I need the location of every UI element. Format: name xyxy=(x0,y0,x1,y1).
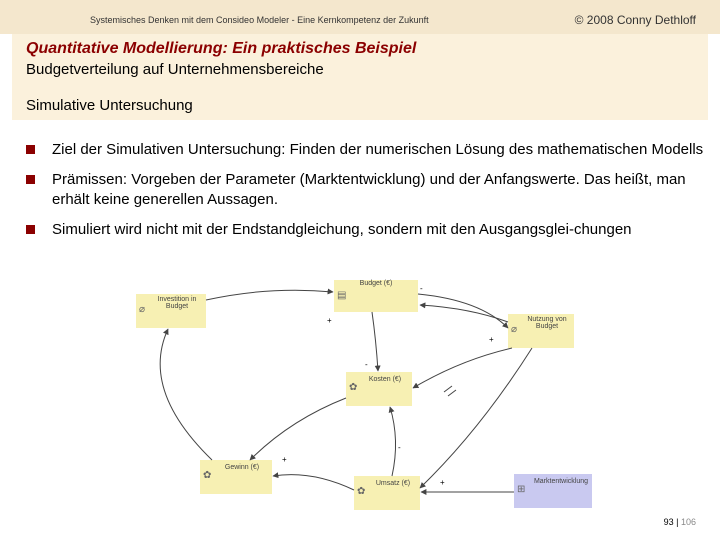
arrow-nutzung-umsatz xyxy=(420,348,532,488)
node-investition xyxy=(136,294,206,328)
variable-icon: ✿ xyxy=(349,382,358,393)
arrow-budget-kosten xyxy=(372,312,378,371)
arrow-investition-budget xyxy=(206,290,333,300)
section-heading: Simulative Untersuchung xyxy=(26,97,193,114)
node-label: Umsatz (€) xyxy=(375,480,411,487)
sign-minus: - xyxy=(398,443,401,452)
copyright: © 2008 Conny Dethloff xyxy=(574,13,696,27)
flow-icon: ⌀ xyxy=(511,324,518,335)
sign-plus: + xyxy=(440,478,445,487)
bullet-text: Prämissen: Vorgeben der Parameter (Marktentwicklung) und der Anfangswerte. Das heißt, man erhält keine generellen Aussagen. xyxy=(52,171,686,208)
variable-icon: ✿ xyxy=(203,470,212,481)
sign-plus: + xyxy=(282,455,287,464)
delay-mark xyxy=(444,386,452,392)
delay-mark xyxy=(448,390,456,396)
node-label: Gewinn (€) xyxy=(224,464,260,471)
variable-icon: ✿ xyxy=(357,486,366,497)
parameter-icon: ⊞ xyxy=(517,484,526,495)
flow-icon: ⌀ xyxy=(139,304,146,315)
running-title: Systemisches Denken mit dem Consideo Modeler - Eine Kernkompetenz der Zukunft xyxy=(90,15,429,25)
node-budget xyxy=(334,280,418,312)
arrow-budget-nutzung xyxy=(418,294,508,328)
arrow-nutzung-budget xyxy=(420,305,508,322)
slide-title: Quantitative Modellierung: Ein praktisches Beispiel xyxy=(26,40,417,57)
node-markt xyxy=(514,474,592,508)
node-label: Kosten (€) xyxy=(368,376,402,383)
page-total: 106 xyxy=(680,517,696,527)
stock-icon: ▤ xyxy=(337,290,347,301)
sign-minus: - xyxy=(420,284,423,293)
sign-plus: + xyxy=(327,316,332,325)
bullet-text: Ziel der Simulativen Untersuchung: Finden der numerischen Lösung des mathematischen Modells xyxy=(52,141,704,158)
bullet-text: Simuliert wird nicht mit der Endstandgleichung, sondern mit den Ausgangsglei-chungen xyxy=(52,221,632,238)
page-number xyxy=(664,517,696,527)
arrow-umsatz-gewinn xyxy=(273,475,354,490)
slide-subtitle: Budgetverteilung auf Unternehmensbereiche xyxy=(26,61,324,78)
node-label: Investition in Budget xyxy=(157,296,197,310)
node-nutzung xyxy=(508,314,574,348)
node-umsatz xyxy=(354,476,420,510)
node-gewinn xyxy=(200,460,272,494)
arrow-gewinn-investition xyxy=(160,329,212,460)
arrow-nutzung-kosten xyxy=(413,348,512,388)
sign-plus: + xyxy=(489,335,494,344)
arrow-umsatz-kosten xyxy=(390,407,396,476)
node-kosten xyxy=(346,372,412,406)
arrow-kosten-gewinn xyxy=(250,398,346,460)
sign-minus: - xyxy=(365,360,368,369)
node-label: Nutzung von Budget xyxy=(527,316,567,330)
node-label: Marktentwicklung xyxy=(533,478,589,485)
node-label: Budget (€) xyxy=(359,280,393,287)
page-current: 93 xyxy=(663,517,674,527)
page-separator: | xyxy=(676,517,679,527)
